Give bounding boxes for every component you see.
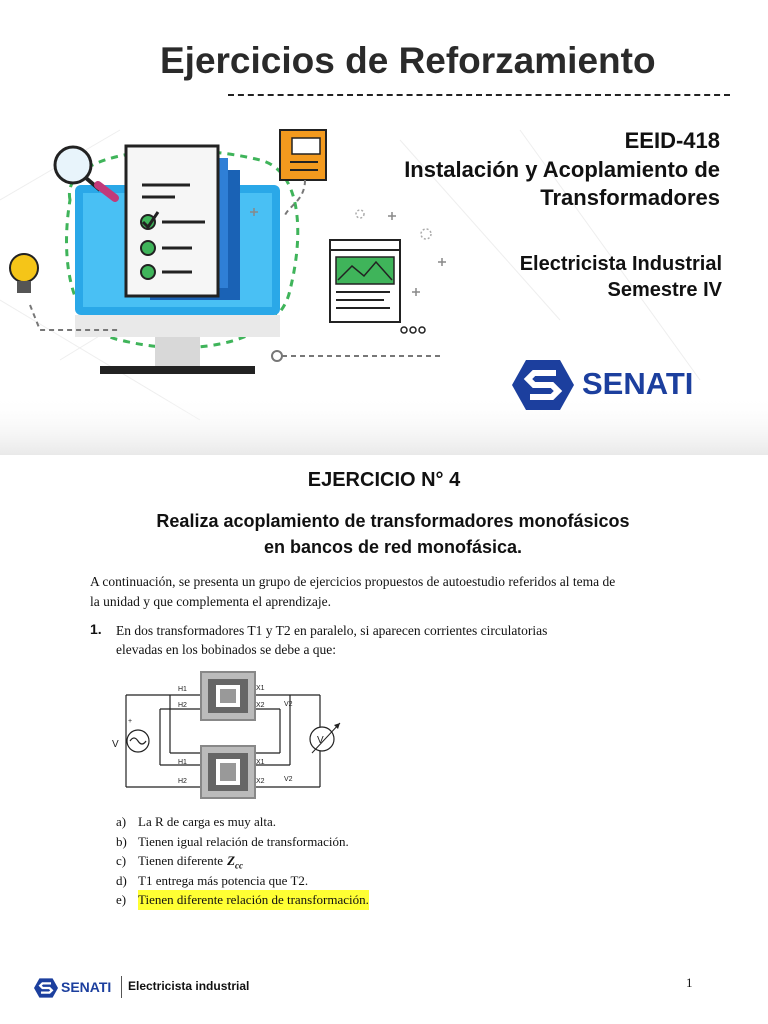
transformer-t1-icon bbox=[200, 671, 256, 721]
image-document-icon bbox=[330, 240, 425, 333]
option-text: Tienen igual relación de transformación. bbox=[138, 833, 349, 849]
senati-logo-text: SENATI bbox=[582, 366, 694, 401]
title-divider bbox=[228, 94, 730, 96]
label-h1-t2: H1 bbox=[178, 759, 187, 766]
option-letter: a) bbox=[116, 814, 127, 829]
label-h2-t2: H2 bbox=[178, 778, 187, 785]
course-code: EEID-418 bbox=[624, 128, 720, 153]
transformer-t2-icon bbox=[200, 745, 256, 799]
page-number: 1 bbox=[686, 975, 693, 990]
label-v2: V2 bbox=[284, 701, 293, 708]
voltmeter-label: V bbox=[317, 735, 324, 746]
label-plus: + bbox=[128, 718, 133, 725]
exercise-subtitle bbox=[0, 508, 768, 560]
exercise-title: EJERCICIO N° 4 bbox=[307, 469, 461, 491]
footer-divider bbox=[121, 976, 122, 998]
option-letter: d) bbox=[116, 872, 127, 888]
option-b[interactable] bbox=[116, 832, 616, 852]
senati-logo-icon bbox=[512, 360, 574, 410]
label-h1: H1 bbox=[178, 686, 187, 693]
course-name: Instalación y Acoplamiento de Transformadores bbox=[404, 157, 720, 210]
option-d[interactable] bbox=[116, 871, 616, 891]
option-text: T1 entrega más potencia que T2. bbox=[138, 872, 309, 888]
page-title: Ejercicios de Reforzamiento bbox=[160, 40, 656, 81]
intro-line: la unidad y que complementa el aprendizaje. bbox=[90, 594, 332, 609]
option-text: La R de carga es muy alta. bbox=[138, 814, 277, 829]
intro-line: A continuación, se presenta un grupo de ejercicios propuestos de autoestudio referidos al tema de bbox=[90, 574, 616, 589]
option-letter: e) bbox=[116, 892, 127, 907]
intro-paragraph bbox=[90, 572, 710, 612]
question-text-line: En dos transformadores T1 y T2 en paralelo, si aparecen corrientes circulatorias bbox=[116, 623, 548, 638]
answer-options bbox=[116, 812, 616, 910]
label-v: V bbox=[112, 739, 119, 750]
option-math: $Z_{cc}$ bbox=[227, 853, 244, 871]
label-x2: X2 bbox=[256, 702, 265, 709]
option-text-highlighted: Tienen diferente relación de transformación. bbox=[138, 890, 369, 910]
option-c[interactable] bbox=[116, 851, 616, 871]
footer-text: Electricista industrial bbox=[128, 979, 250, 993]
option-e[interactable] bbox=[116, 890, 616, 910]
option-a[interactable] bbox=[116, 812, 616, 832]
question-text-line: elevadas en los bobinados se debe a que: bbox=[116, 642, 337, 657]
label-x1-t2: X1 bbox=[256, 759, 265, 766]
footer-senati-logo-icon bbox=[34, 978, 58, 998]
label-x1: X1 bbox=[256, 685, 265, 692]
option-letter: c) bbox=[116, 853, 127, 868]
label-h2: H2 bbox=[178, 702, 187, 709]
exercise-subtitle-line: en bancos de red monofásica. bbox=[263, 537, 523, 557]
footer-logo-text: SENATI bbox=[61, 979, 112, 995]
question-text bbox=[116, 621, 656, 659]
transformer-parallel-diagram bbox=[108, 665, 358, 805]
career-info bbox=[520, 251, 722, 303]
question-number: 1. bbox=[90, 621, 102, 637]
career-name: Electricista Industrial bbox=[519, 253, 722, 275]
label-v2-t2: V2 bbox=[284, 776, 293, 783]
label-x2-t2: X2 bbox=[256, 778, 265, 785]
semester: Semestre IV bbox=[607, 279, 722, 301]
option-text: Tienen diferente bbox=[138, 853, 224, 868]
exercise-subtitle-line: Realiza acoplamiento de transformadores monofásicos bbox=[156, 511, 630, 531]
option-letter: b) bbox=[116, 833, 127, 849]
